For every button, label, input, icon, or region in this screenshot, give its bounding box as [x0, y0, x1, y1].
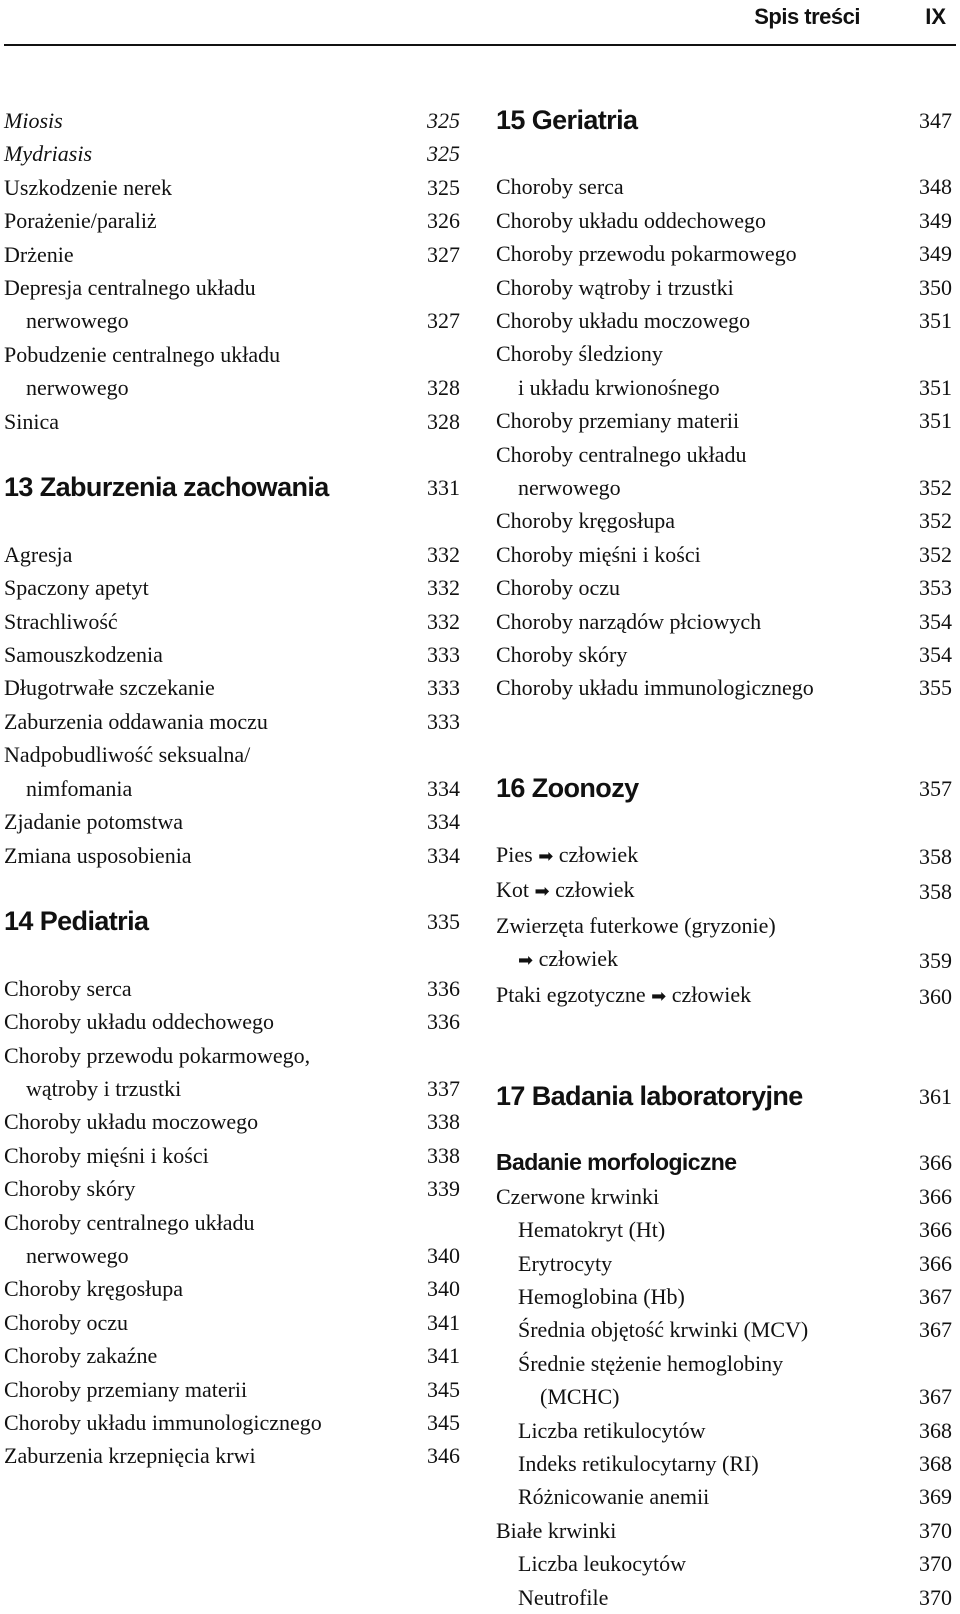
chapter-heading-14: 14 Pediatria 335	[4, 906, 460, 937]
toc-entry: Choroby zakaźne 341	[4, 1343, 460, 1369]
toc-entry: Białe krwinki 370	[496, 1517, 952, 1543]
toc-subentry: Liczba retikulocytów 368	[518, 1417, 952, 1443]
toc-entry: Choroby serca 336	[4, 975, 460, 1001]
toc-entry: Zmiana usposobienia 334	[4, 842, 460, 868]
running-title: Spis treści	[754, 4, 860, 29]
toc-entry: Choroby centralnego układu nerwowego 340	[4, 1209, 460, 1268]
toc-entry: Choroby układu oddechowego 349	[496, 207, 952, 233]
toc-subentry: Erytrocyty 366	[518, 1250, 952, 1276]
section-heading-morphology: Badanie morfologiczne 366	[496, 1149, 952, 1176]
toc-entry: Depresja centralnego układu nerwowego 327	[4, 275, 460, 334]
toc-entry: Zwierzęta futerkowe (gryzonie) ➡ człowiek 359	[496, 912, 952, 974]
toc-subentry: Hemoglobina (Hb) 367	[518, 1283, 952, 1309]
toc-subentry: Różnicowanie anemii 369	[518, 1484, 952, 1510]
chapter-heading-17: 17 Badania laboratoryjne 361	[496, 1080, 952, 1111]
toc-entry: Choroby mięśni i kości 352	[496, 541, 952, 567]
toc-entry: Choroby układu moczowego 338	[4, 1109, 460, 1135]
toc-entry: Choroby kręgosłupa 352	[496, 508, 952, 534]
toc-subentry: Indeks retikulocytarny (RI) 368	[518, 1450, 952, 1476]
toc-entry: Mydriasis 325	[4, 141, 460, 167]
toc-entry: Choroby skóry 339	[4, 1176, 460, 1202]
toc-entry: Samouszkodzenia 333	[4, 642, 460, 668]
toc-entry: Zjadanie potomstwa 334	[4, 809, 460, 835]
toc-subentry: Neutrofile 370	[518, 1584, 952, 1610]
toc-entry: Drżenie 327	[4, 241, 460, 267]
toc-subentry: Hematokryt (Ht) 366	[518, 1217, 952, 1243]
toc-entry: Agresja 332	[4, 541, 460, 567]
toc-entry: Choroby przemiany materii 351	[496, 408, 952, 434]
arrow-right-icon: ➡	[518, 950, 534, 972]
toc-entry: Choroby narządów płciowych 354	[496, 608, 952, 634]
toc-entry: Długotrwałe szczekanie 333	[4, 675, 460, 701]
toc-entry: Pobudzenie centralnego układu nerwowego 328	[4, 341, 460, 401]
toc-right-column	[496, 104, 952, 1614]
toc-entry: Spaczony apetyt 332	[4, 575, 460, 601]
toc-entry: Ptaki egzotyczne ➡ człowiek 360	[496, 981, 952, 1009]
header-rule	[4, 44, 956, 46]
toc-entry: Choroby śledziony i układu krwionośnego 351	[496, 341, 952, 400]
toc-entry: Choroby skóry 354	[496, 642, 952, 668]
toc-entry: Nadpobudliwość seksualna/ nimfomania 334	[4, 742, 460, 801]
toc-entry: Pies ➡ człowiek 358	[496, 842, 952, 870]
toc-subentry: Średnia objętość krwinki (MCV) 367	[518, 1317, 952, 1343]
chapter-heading-16: 16 Zoonozy 357	[496, 772, 952, 803]
toc-entry: Choroby wątroby i trzustki 350	[496, 274, 952, 300]
toc-entry: Choroby mięśni i kości 338	[4, 1142, 460, 1168]
toc-entry: Choroby oczu 341	[4, 1309, 460, 1335]
toc-entry: Uszkodzenie nerek 325	[4, 174, 460, 200]
chapter-heading-15: 15 Geriatria 347	[496, 105, 952, 135]
toc-entry: Choroby oczu 353	[496, 575, 952, 601]
toc-entry: Choroby układu moczowego 351	[496, 308, 952, 334]
toc-entry: Choroby przemiany materii 345	[4, 1376, 460, 1402]
toc-subentry: Liczba leukocytów 370	[518, 1551, 952, 1577]
toc-entry: Choroby serca 348	[496, 174, 952, 200]
toc-entry: Czerwone krwinki 366	[496, 1183, 952, 1209]
page-number: IX	[925, 4, 946, 29]
toc-entry: Zaburzenia oddawania moczu 333	[4, 708, 460, 734]
page-header	[0, 0, 960, 48]
toc-entry: Choroby kręgosłupa 340	[4, 1276, 460, 1302]
arrow-right-icon: ➡	[538, 846, 554, 868]
toc-entry: Choroby przewodu pokarmowego 349	[496, 241, 952, 267]
arrow-right-icon: ➡	[651, 985, 667, 1007]
chapter-heading-13: 13 Zaburzenia zachowania 331	[4, 472, 460, 503]
toc-subentry: Średnie stężenie hemoglobiny (MCHC) 367	[518, 1350, 952, 1410]
toc-entry: Choroby układu oddechowego 336	[4, 1009, 460, 1035]
toc-entry: Choroby układu immunologicznego 345	[4, 1409, 460, 1435]
arrow-right-icon: ➡	[534, 881, 550, 903]
toc-left-column	[4, 104, 460, 1473]
toc-entry: Zaburzenia krzepnięcia krwi 346	[4, 1443, 460, 1469]
toc-entry: Porażenie/paraliż 326	[4, 208, 460, 234]
toc-entry: Strachliwość 332	[4, 608, 460, 634]
toc-entry: Choroby przewodu pokarmowego, wątroby i trzustki 337	[4, 1042, 460, 1101]
toc-entry: Kot ➡ człowiek 358	[496, 877, 952, 905]
toc-entry: Choroby układu immunologicznego 355	[496, 675, 952, 701]
toc-entry: Sinica 328	[4, 408, 460, 434]
toc-entry: Miosis 325	[4, 108, 460, 133]
toc-entry: Choroby centralnego układu nerwowego 352	[496, 441, 952, 501]
